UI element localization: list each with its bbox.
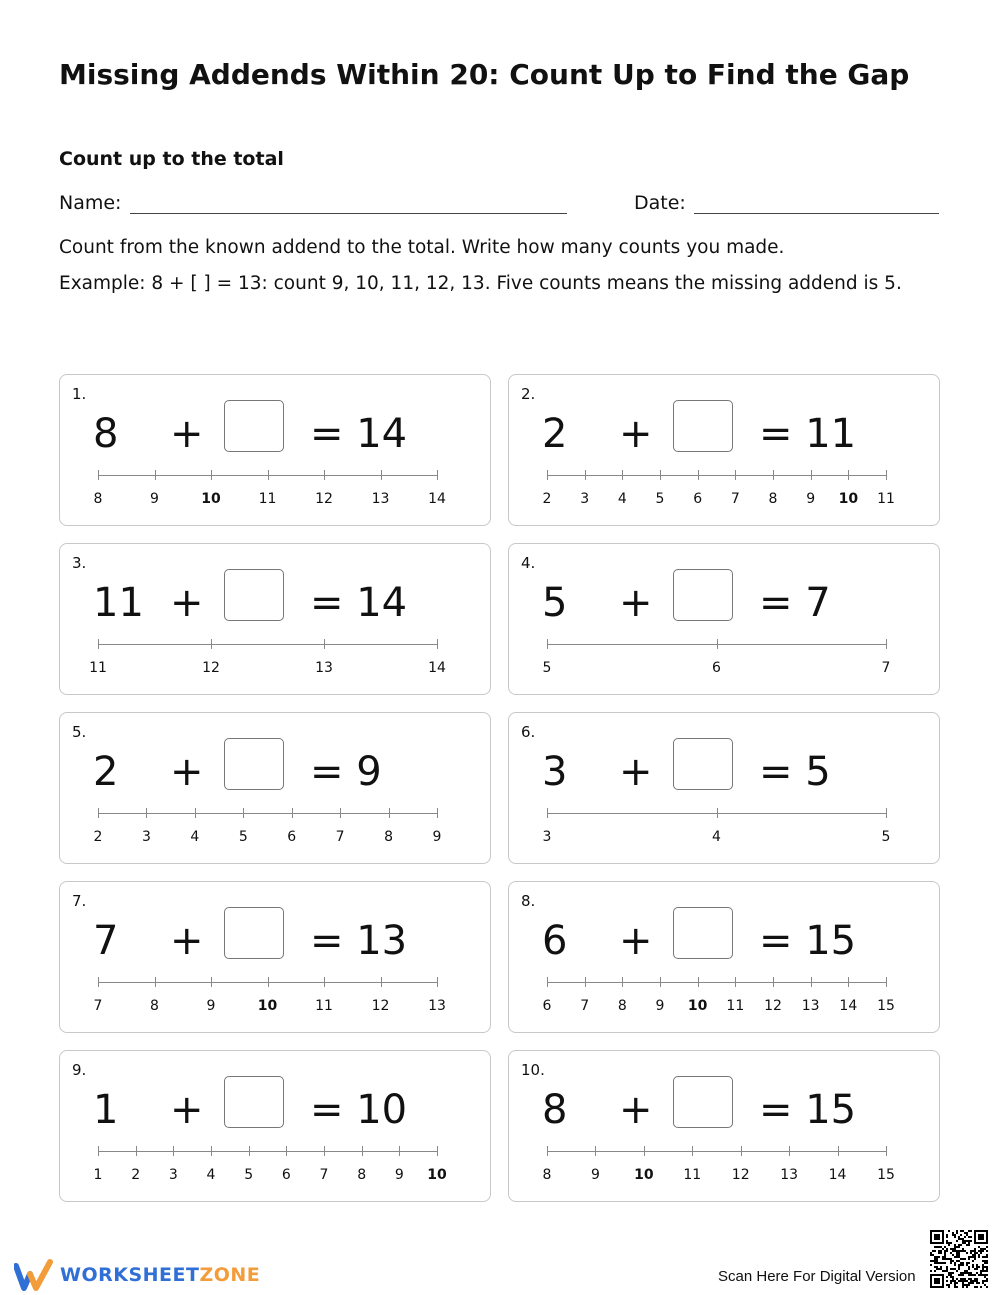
number-line-tick bbox=[886, 808, 887, 818]
number-line-tick bbox=[146, 808, 147, 818]
problem-card bbox=[59, 1050, 491, 1202]
number-line-tick bbox=[136, 1146, 137, 1156]
number-line-tick bbox=[437, 808, 438, 818]
number-line-tick bbox=[437, 1146, 438, 1156]
plus-sign: + bbox=[170, 580, 204, 626]
answer-box[interactable] bbox=[673, 907, 733, 959]
number-line-tick bbox=[886, 639, 887, 649]
equation-total: = 7 bbox=[759, 580, 831, 626]
number-line-label: 9 bbox=[655, 998, 665, 1014]
number-line-label: 7 bbox=[335, 829, 345, 845]
number-line-tick bbox=[838, 1146, 839, 1156]
number-line-label: 10 bbox=[427, 1167, 447, 1183]
equation-total: = 14 bbox=[310, 411, 408, 457]
problem-card bbox=[59, 543, 491, 695]
plus-sign: + bbox=[170, 411, 204, 457]
number-line-tick bbox=[698, 977, 699, 987]
number-line-label: 5 bbox=[655, 491, 665, 507]
problem-card bbox=[59, 881, 491, 1033]
number-line-label: 10 bbox=[257, 998, 278, 1014]
worksheetzone-logo-icon bbox=[14, 1258, 54, 1292]
number-line-label: 3 bbox=[168, 1167, 178, 1183]
number-line-label: 11 bbox=[258, 491, 277, 507]
number-line-tick bbox=[741, 1146, 742, 1156]
plus-sign: + bbox=[619, 918, 653, 964]
number-line-tick bbox=[886, 1146, 887, 1156]
problem-number: 9. bbox=[72, 1061, 87, 1079]
number-line-tick bbox=[211, 977, 212, 987]
known-addend: 7 bbox=[93, 918, 119, 964]
answer-box[interactable] bbox=[224, 400, 284, 452]
problem-card bbox=[508, 712, 940, 864]
number-line-tick bbox=[98, 639, 99, 649]
brand-logo bbox=[14, 1258, 260, 1292]
number-line bbox=[60, 634, 490, 684]
number-line-label: 4 bbox=[617, 491, 627, 507]
number-line-tick bbox=[773, 977, 774, 987]
answer-box[interactable] bbox=[224, 569, 284, 621]
number-line-tick bbox=[292, 808, 293, 818]
number-line-tick bbox=[644, 1146, 645, 1156]
number-line bbox=[509, 1141, 939, 1191]
date-label: Date: bbox=[634, 192, 686, 214]
number-line-tick bbox=[437, 639, 438, 649]
number-line-label: 14 bbox=[428, 491, 446, 507]
number-line-label: 4 bbox=[190, 829, 200, 845]
plus-sign: + bbox=[170, 749, 204, 795]
number-line-tick bbox=[547, 808, 548, 818]
problem-card bbox=[508, 1050, 940, 1202]
number-line-label: 9 bbox=[590, 1167, 600, 1183]
page-subtitle: Count up to the total bbox=[59, 148, 284, 170]
problem-number: 7. bbox=[72, 892, 87, 910]
number-line-axis bbox=[547, 475, 886, 476]
number-line-tick bbox=[324, 977, 325, 987]
number-line-tick bbox=[155, 977, 156, 987]
equation-total: = 13 bbox=[310, 918, 408, 964]
number-line bbox=[60, 465, 490, 515]
problem-card bbox=[508, 543, 940, 695]
number-line-tick bbox=[811, 470, 812, 480]
number-line-tick bbox=[735, 470, 736, 480]
number-line-label: 9 bbox=[432, 829, 442, 845]
number-line-label: 15 bbox=[877, 1167, 895, 1183]
plus-sign: + bbox=[619, 411, 653, 457]
number-line-label: 8 bbox=[93, 491, 103, 507]
number-line bbox=[509, 972, 939, 1022]
number-line-label: 4 bbox=[206, 1167, 216, 1183]
plus-sign: + bbox=[170, 918, 204, 964]
number-line-tick bbox=[399, 1146, 400, 1156]
answer-box[interactable] bbox=[673, 738, 733, 790]
problem-number: 4. bbox=[521, 554, 536, 572]
number-line-label: 8 bbox=[150, 998, 159, 1014]
number-line-label: 12 bbox=[315, 491, 333, 507]
problem-number: 1. bbox=[72, 385, 87, 403]
known-addend: 8 bbox=[542, 1087, 568, 1133]
number-line-label: 9 bbox=[206, 998, 216, 1014]
number-line-label: 2 bbox=[131, 1167, 141, 1183]
number-line-tick bbox=[547, 639, 548, 649]
number-line-tick bbox=[848, 977, 849, 987]
answer-box[interactable] bbox=[673, 569, 733, 621]
number-line-label: 12 bbox=[202, 660, 220, 676]
number-line-label: 3 bbox=[141, 829, 151, 845]
number-line-label: 6 bbox=[287, 829, 297, 845]
number-line-tick bbox=[243, 808, 244, 818]
scan-caption: Scan Here For Digital Version bbox=[718, 1268, 916, 1285]
plus-sign: + bbox=[619, 580, 653, 626]
number-line-label: 4 bbox=[712, 829, 721, 845]
number-line bbox=[509, 803, 939, 853]
number-line-label: 13 bbox=[780, 1167, 799, 1183]
problem-number: 6. bbox=[521, 723, 536, 741]
number-line-tick bbox=[268, 470, 269, 480]
date-field[interactable] bbox=[694, 213, 939, 214]
number-line-axis bbox=[98, 813, 437, 814]
answer-box[interactable] bbox=[224, 738, 284, 790]
number-line-tick bbox=[717, 808, 718, 818]
number-line-label: 9 bbox=[150, 491, 159, 507]
number-line-tick bbox=[155, 470, 156, 480]
number-line-axis bbox=[547, 1151, 886, 1152]
number-line-tick bbox=[98, 977, 99, 987]
known-addend: 8 bbox=[93, 411, 119, 457]
problem-card bbox=[59, 712, 491, 864]
number-line-tick bbox=[211, 639, 212, 649]
number-line-label: 15 bbox=[877, 998, 895, 1014]
equation-total: = 15 bbox=[759, 1087, 857, 1133]
number-line-tick bbox=[698, 470, 699, 480]
number-line-tick bbox=[324, 470, 325, 480]
number-line-label: 12 bbox=[371, 998, 390, 1014]
number-line-label: 6 bbox=[712, 660, 721, 676]
number-line-tick bbox=[886, 977, 887, 987]
number-line-label: 7 bbox=[93, 998, 103, 1014]
answer-box[interactable] bbox=[224, 907, 284, 959]
brand-name-part2: ZONE bbox=[199, 1264, 261, 1286]
number-line-tick bbox=[324, 639, 325, 649]
number-line-tick bbox=[98, 1146, 99, 1156]
problem-number: 5. bbox=[72, 723, 87, 741]
number-line-label: 11 bbox=[726, 998, 745, 1014]
number-line-label: 5 bbox=[238, 829, 248, 845]
number-line-tick bbox=[268, 977, 269, 987]
number-line-label: 1 bbox=[93, 1167, 103, 1183]
page-title: Missing Addends Within 20: Count Up to Find the Gap bbox=[59, 58, 910, 91]
equation-total: = 5 bbox=[759, 749, 831, 795]
number-line-axis bbox=[547, 982, 886, 983]
known-addend: 3 bbox=[542, 749, 568, 795]
number-line-label: 6 bbox=[693, 491, 703, 507]
number-line-label: 13 bbox=[371, 491, 390, 507]
number-line-tick bbox=[622, 977, 623, 987]
plus-sign: + bbox=[170, 1087, 204, 1133]
number-line-label: 8 bbox=[384, 829, 394, 845]
number-line-tick bbox=[381, 470, 382, 480]
number-line-label: 2 bbox=[542, 491, 552, 507]
known-addend: 11 bbox=[93, 580, 144, 626]
plus-sign: + bbox=[619, 1087, 653, 1133]
plus-sign: + bbox=[619, 749, 653, 795]
number-line-label: 8 bbox=[542, 1167, 552, 1183]
number-line-tick bbox=[585, 977, 586, 987]
number-line-label: 13 bbox=[801, 998, 820, 1014]
known-addend: 2 bbox=[93, 749, 119, 795]
known-addend: 2 bbox=[542, 411, 568, 457]
problem-card bbox=[508, 374, 940, 526]
number-line-tick bbox=[173, 1146, 174, 1156]
number-line-label: 10 bbox=[634, 1167, 654, 1183]
problem-number: 2. bbox=[521, 385, 536, 403]
number-line-label: 13 bbox=[428, 998, 446, 1014]
number-line-label: 6 bbox=[542, 998, 552, 1014]
number-line-tick bbox=[660, 977, 661, 987]
example-text: Example: 8 + [ ] = 13: count 9, 10, 11, 12, 13. Five counts means the missing addend is 5. bbox=[59, 273, 902, 294]
problem-card bbox=[59, 374, 491, 526]
number-line-tick bbox=[622, 470, 623, 480]
number-line-tick bbox=[789, 1146, 790, 1156]
problem-card bbox=[508, 881, 940, 1033]
number-line-tick bbox=[811, 977, 812, 987]
number-line-tick bbox=[195, 808, 196, 818]
number-line-tick bbox=[585, 470, 586, 480]
number-line-label: 11 bbox=[89, 660, 107, 676]
number-line-tick bbox=[547, 1146, 548, 1156]
number-line-label: 7 bbox=[881, 660, 891, 676]
equation-total: = 11 bbox=[759, 411, 857, 457]
number-line-label: 10 bbox=[201, 491, 221, 507]
brand-name-part1: WORKSHEET bbox=[60, 1264, 200, 1286]
answer-box[interactable] bbox=[224, 1076, 284, 1128]
number-line-axis bbox=[98, 644, 437, 645]
number-line bbox=[60, 803, 490, 853]
equation-total: = 14 bbox=[310, 580, 408, 626]
number-line-label: 9 bbox=[806, 491, 816, 507]
number-line-label: 8 bbox=[617, 998, 627, 1014]
number-line-tick bbox=[437, 470, 438, 480]
number-line-axis bbox=[98, 1151, 437, 1152]
number-line-label: 3 bbox=[580, 491, 590, 507]
name-label: Name: bbox=[59, 192, 122, 214]
number-line-label: 3 bbox=[542, 829, 552, 845]
number-line-label: 5 bbox=[244, 1167, 254, 1183]
number-line-tick bbox=[660, 470, 661, 480]
name-field[interactable] bbox=[130, 213, 567, 214]
number-line-label: 7 bbox=[730, 491, 740, 507]
number-line-tick bbox=[211, 1146, 212, 1156]
number-line-label: 11 bbox=[315, 998, 333, 1014]
answer-box[interactable] bbox=[673, 400, 733, 452]
number-line-label: 11 bbox=[683, 1167, 702, 1183]
number-line-label: 8 bbox=[768, 491, 778, 507]
number-line-tick bbox=[362, 1146, 363, 1156]
known-addend: 5 bbox=[542, 580, 568, 626]
number-line-label: 2 bbox=[93, 829, 103, 845]
number-line-label: 6 bbox=[281, 1167, 291, 1183]
number-line-tick bbox=[717, 639, 718, 649]
number-line bbox=[60, 972, 490, 1022]
qr-code-icon[interactable] bbox=[930, 1230, 988, 1288]
number-line-label: 5 bbox=[881, 829, 891, 845]
number-line-tick bbox=[381, 977, 382, 987]
number-line-tick bbox=[692, 1146, 693, 1156]
number-line-label: 9 bbox=[394, 1167, 404, 1183]
number-line-label: 12 bbox=[764, 998, 782, 1014]
number-line bbox=[60, 1141, 490, 1191]
number-line-label: 7 bbox=[580, 998, 590, 1014]
number-line-tick bbox=[547, 470, 548, 480]
number-line-label: 11 bbox=[877, 491, 895, 507]
known-addend: 1 bbox=[93, 1087, 119, 1133]
number-line-label: 10 bbox=[687, 998, 708, 1014]
number-line-label: 8 bbox=[357, 1167, 367, 1183]
number-line-tick bbox=[211, 470, 212, 480]
problem-number: 10. bbox=[521, 1061, 545, 1079]
number-line-tick bbox=[324, 1146, 325, 1156]
equation-total: = 9 bbox=[310, 749, 382, 795]
number-line-tick bbox=[286, 1146, 287, 1156]
known-addend: 6 bbox=[542, 918, 568, 964]
number-line-label: 14 bbox=[828, 1167, 847, 1183]
number-line-tick bbox=[98, 808, 99, 818]
number-line-label: 14 bbox=[428, 660, 446, 676]
number-line-label: 7 bbox=[319, 1167, 329, 1183]
number-line-tick bbox=[249, 1146, 250, 1156]
number-line-tick bbox=[547, 977, 548, 987]
number-line bbox=[509, 634, 939, 684]
equation-total: = 15 bbox=[759, 918, 857, 964]
answer-box[interactable] bbox=[673, 1076, 733, 1128]
number-line-tick bbox=[773, 470, 774, 480]
number-line-tick bbox=[886, 470, 887, 480]
number-line-label: 10 bbox=[838, 491, 859, 507]
number-line-tick bbox=[848, 470, 849, 480]
number-line-label: 12 bbox=[731, 1167, 750, 1183]
number-line-label: 14 bbox=[839, 998, 858, 1014]
number-line-tick bbox=[595, 1146, 596, 1156]
instruction-text: Count from the known addend to the total. Write how many counts you made. bbox=[59, 237, 785, 258]
number-line bbox=[509, 465, 939, 515]
number-line-label: 13 bbox=[315, 660, 333, 676]
number-line-tick bbox=[340, 808, 341, 818]
number-line-tick bbox=[389, 808, 390, 818]
problem-number: 8. bbox=[521, 892, 536, 910]
number-line-tick bbox=[437, 977, 438, 987]
equation-total: = 10 bbox=[310, 1087, 408, 1133]
problem-number: 3. bbox=[72, 554, 87, 572]
number-line-tick bbox=[98, 470, 99, 480]
number-line-label: 5 bbox=[542, 660, 552, 676]
number-line-tick bbox=[735, 977, 736, 987]
